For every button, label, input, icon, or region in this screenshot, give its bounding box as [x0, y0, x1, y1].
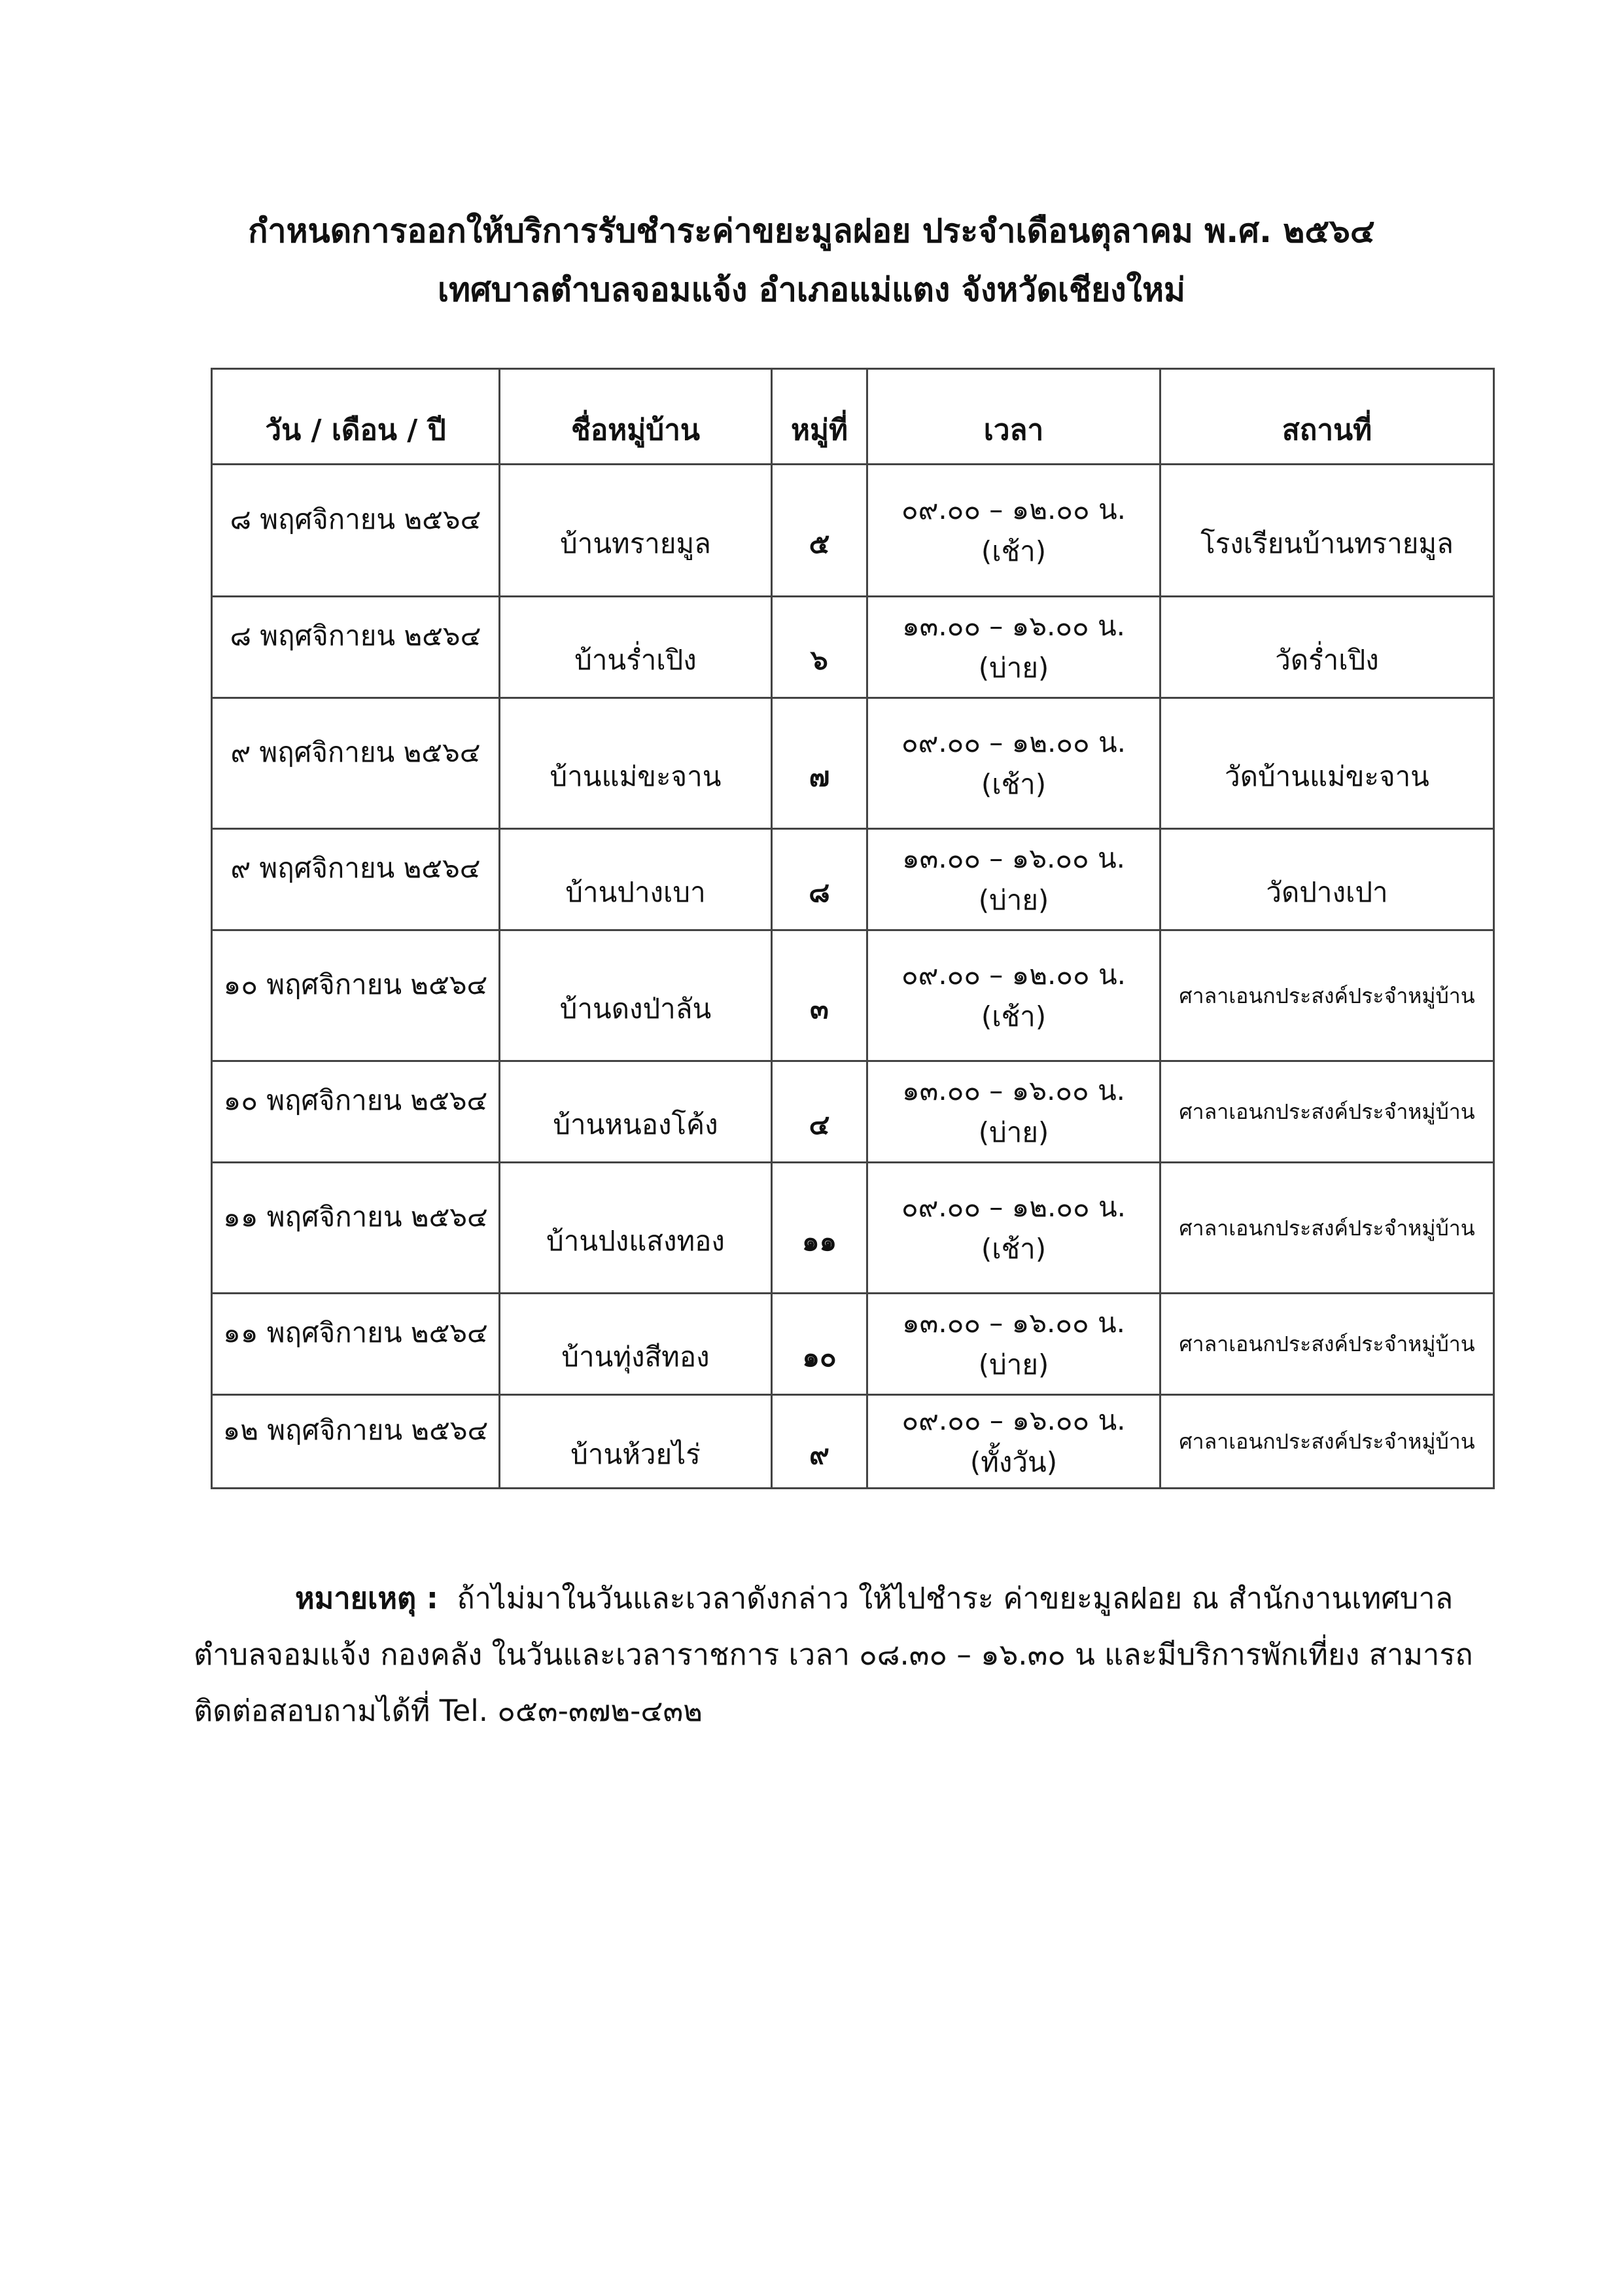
time-period: (บ่าย)	[978, 884, 1049, 916]
table-row	[212, 1294, 1494, 1395]
table-row	[212, 930, 1494, 1061]
moo-cell: ๑๑	[772, 1163, 867, 1294]
time-cell	[867, 698, 1161, 829]
table-row	[212, 465, 1494, 597]
village-cell: บ้านทรายมูล	[500, 465, 772, 597]
table-row	[212, 829, 1494, 930]
header-moo: หมู่ที่	[772, 369, 867, 465]
time-period: (เช้า)	[981, 1232, 1047, 1265]
time-period: (บ่าย)	[978, 1116, 1049, 1148]
village-cell: บ้านดงป่าลัน	[500, 930, 772, 1061]
date-cell: ๑๑ พฤศจิกายน ๒๕๖๔	[212, 1294, 500, 1395]
date-cell: ๑๐ พฤศจิกายน ๒๕๖๔	[212, 930, 500, 1061]
document-title: กำหนดการออกให้บริการรับชำระค่าขยะมูลฝอย ประจำเดือนตุลาคม พ.ศ. ๒๕๖๔	[248, 212, 1375, 250]
time-period: (เช้า)	[981, 768, 1047, 800]
date-cell: ๑๒ พฤศจิกายน ๒๕๖๔	[212, 1395, 500, 1489]
table-row	[212, 597, 1494, 698]
place-cell: ศาลาเอนกประสงค์ประจำหมู่บ้าน	[1161, 930, 1494, 1061]
village-cell: บ้านทุ่งสีทอง	[500, 1294, 772, 1395]
remark-line-2: ตำบลจอมแจ้ง กองคลัง ในวันและเวลาราชการ เวลา ๐๘.๓๐ – ๑๖.๓๐ น และมีบริการพักเที่ยง สามารถ	[194, 1637, 1473, 1672]
time-range: ๑๓.๐๐ – ๑๖.๐๐ น.	[901, 610, 1126, 642]
header-date: วัน / เดือน / ปี	[212, 369, 500, 465]
remark-section	[194, 1570, 1473, 1739]
date-cell: ๑๐ พฤศจิกายน ๒๕๖๔	[212, 1061, 500, 1163]
time-range: ๑๓.๐๐ – ๑๖.๐๐ น.	[901, 842, 1126, 874]
village-cell: บ้านห้วยไร่	[500, 1395, 772, 1489]
date-cell: ๙ พฤศจิกายน ๒๕๖๔	[212, 829, 500, 930]
village-cell: บ้านปงแสงทอง	[500, 1163, 772, 1294]
place-cell: โรงเรียนบ้านทรายมูล	[1161, 465, 1494, 597]
document-subtitle: เทศบาลตำบลจอมแจ้ง อำเภอแม่แตง จังหวัดเชียงใหม่	[438, 271, 1185, 309]
place-cell: วัดปางเปา	[1161, 829, 1494, 930]
time-cell	[867, 1294, 1161, 1395]
time-period: (ทั้งวัน)	[969, 1446, 1058, 1478]
time-range: ๐๙.๐๐ – ๑๒.๐๐ น.	[901, 493, 1126, 525]
moo-cell: ๖	[772, 597, 867, 698]
time-period: (เช้า)	[981, 1000, 1047, 1033]
time-cell	[867, 1395, 1161, 1489]
time-range: ๑๓.๐๐ – ๑๖.๐๐ น.	[901, 1307, 1126, 1339]
header-time: เวลา	[867, 369, 1161, 465]
place-cell: วัดร่ำเปิง	[1161, 597, 1494, 698]
place-cell: ศาลาเอนกประสงค์ประจำหมู่บ้าน	[1161, 1163, 1494, 1294]
time-cell	[867, 829, 1161, 930]
village-cell: บ้านแม่ขะจาน	[500, 698, 772, 829]
moo-cell: ๕	[772, 465, 867, 597]
time-range: ๐๙.๐๐ – ๑๖.๐๐ น.	[901, 1404, 1126, 1436]
place-cell: ศาลาเอนกประสงค์ประจำหมู่บ้าน	[1161, 1395, 1494, 1489]
moo-cell: ๓	[772, 930, 867, 1061]
moo-cell: ๑๐	[772, 1294, 867, 1395]
village-cell: บ้านปางเบา	[500, 829, 772, 930]
table-header-row	[212, 369, 1494, 465]
time-cell	[867, 930, 1161, 1061]
table-row	[212, 698, 1494, 829]
moo-cell: ๔	[772, 1061, 867, 1163]
time-cell	[867, 1061, 1161, 1163]
header-village: ชื่อหมู่บ้าน	[500, 369, 772, 465]
place-cell: วัดบ้านแม่ขะจาน	[1161, 698, 1494, 829]
place-cell: ศาลาเอนกประสงค์ประจำหมู่บ้าน	[1161, 1294, 1494, 1395]
time-range: ๐๙.๐๐ – ๑๒.๐๐ น.	[901, 1190, 1126, 1223]
moo-cell: ๗	[772, 698, 867, 829]
time-period: (เช้า)	[981, 535, 1047, 567]
remark-line-1	[194, 1570, 1469, 1627]
date-cell: ๘ พฤศจิกายน ๒๕๖๔	[212, 465, 500, 597]
time-range: ๑๓.๐๐ – ๑๖.๐๐ น.	[901, 1074, 1126, 1106]
date-cell: ๑๑ พฤศจิกายน ๒๕๖๔	[212, 1163, 500, 1294]
village-cell: บ้านร่ำเปิง	[500, 597, 772, 698]
place-cell: ศาลาเอนกประสงค์ประจำหมู่บ้าน	[1161, 1061, 1494, 1163]
table-row	[212, 1061, 1494, 1163]
moo-cell: ๙	[772, 1395, 867, 1489]
table-row	[212, 1163, 1494, 1294]
time-cell	[867, 1163, 1161, 1294]
date-cell: ๙ พฤศจิกายน ๒๕๖๔	[212, 698, 500, 829]
remark-text-1: ถ้าไม่มาในวันและเวลาดังกล่าว ให้ไปชำระ ค่าขยะมูลฝอย ณ สำนักงานเทศบาล	[457, 1581, 1454, 1616]
schedule-table	[211, 368, 1495, 1489]
time-range: ๐๙.๐๐ – ๑๒.๐๐ น.	[901, 958, 1126, 991]
table-row	[212, 1395, 1494, 1489]
remark-label: หมายเหตุ :	[295, 1581, 438, 1616]
village-cell: บ้านหนองโค้ง	[500, 1061, 772, 1163]
time-cell	[867, 597, 1161, 698]
date-cell: ๘ พฤศจิกายน ๒๕๖๔	[212, 597, 500, 698]
remark-line-3: ติดต่อสอบถามได้ที่ Tel. ๐๕๓-๓๗๒-๔๓๒	[194, 1693, 703, 1728]
header-place: สถานที่	[1161, 369, 1494, 465]
time-period: (บ่าย)	[978, 652, 1049, 684]
moo-cell: ๘	[772, 829, 867, 930]
time-period: (บ่าย)	[978, 1349, 1049, 1381]
time-cell	[867, 465, 1161, 597]
time-range: ๐๙.๐๐ – ๑๒.๐๐ น.	[901, 726, 1126, 758]
